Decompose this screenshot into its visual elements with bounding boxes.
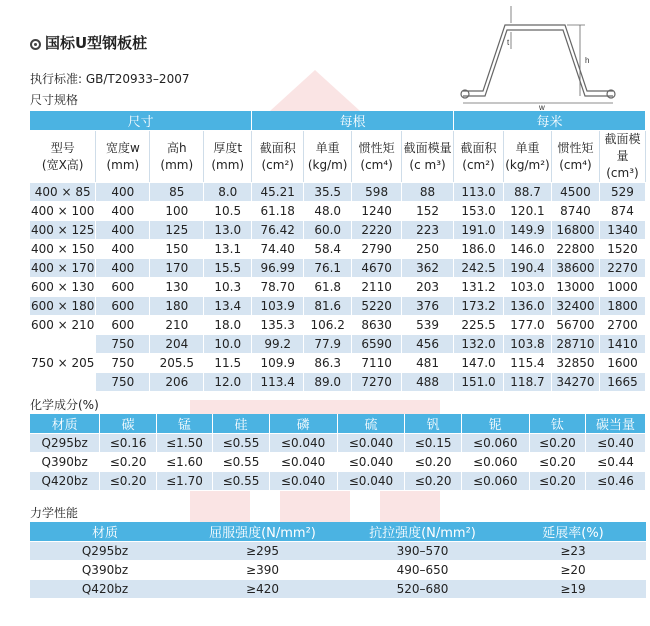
column-header: 抗拉强度(N/mm²) bbox=[345, 522, 500, 542]
table-cell: 481 bbox=[402, 354, 454, 373]
column-header bbox=[503, 131, 551, 183]
table-cell: ≥23 bbox=[500, 542, 646, 561]
table-cell: 4500 bbox=[551, 183, 599, 202]
column-header-unit: (mm) bbox=[211, 157, 245, 172]
table-cell: 18.0 bbox=[204, 316, 252, 335]
table-cell: 400 bbox=[96, 221, 150, 240]
table-cell: 32400 bbox=[551, 297, 599, 316]
table-cell: 362 bbox=[402, 259, 454, 278]
column-header: 延展率(%) bbox=[500, 522, 646, 542]
group-header-per-piece: 每根 bbox=[252, 111, 454, 131]
table-cell: 11.5 bbox=[204, 354, 252, 373]
column-header-label: 惯性矩 bbox=[358, 140, 395, 155]
table-cell: 750 bbox=[96, 373, 150, 392]
table-cell: 85 bbox=[150, 183, 204, 202]
table-cell: ≤0.060 bbox=[461, 472, 529, 491]
table-cell: 529 bbox=[599, 183, 645, 202]
table-cell: 103.8 bbox=[503, 335, 551, 354]
table-cell: 86.3 bbox=[304, 354, 352, 373]
column-header: 硫 bbox=[337, 414, 405, 434]
table-cell: 58.4 bbox=[304, 240, 352, 259]
table-cell: 2110 bbox=[352, 278, 402, 297]
column-header-label: 单重 bbox=[515, 140, 540, 155]
column-header-label: 型号 bbox=[50, 140, 75, 155]
table-cell: ≤0.40 bbox=[586, 434, 646, 453]
column-header-label: 截面模量 bbox=[403, 140, 452, 155]
table-cell: 1600 bbox=[599, 354, 645, 373]
table-cell: ≤0.20 bbox=[405, 472, 461, 491]
table-row bbox=[30, 278, 646, 297]
table-cell: 61.8 bbox=[304, 278, 352, 297]
table-cell: 1240 bbox=[352, 202, 402, 221]
table-row bbox=[30, 354, 646, 373]
column-header-unit: (mm) bbox=[160, 157, 194, 172]
table-cell: 149.9 bbox=[503, 221, 551, 240]
column-header: 碳 bbox=[100, 414, 156, 434]
column-header bbox=[304, 131, 352, 183]
column-header: 钒 bbox=[405, 414, 461, 434]
table-cell: ≤0.55 bbox=[213, 453, 269, 472]
table-cell: 12.0 bbox=[204, 373, 252, 392]
table-cell: 131.2 bbox=[454, 278, 504, 297]
page-title bbox=[30, 32, 147, 53]
table-cell: ≥420 bbox=[180, 580, 345, 599]
table-cell: ≤0.15 bbox=[405, 434, 461, 453]
table-cell: 400 × 100 bbox=[30, 202, 96, 221]
table-cell: ≤0.040 bbox=[337, 472, 405, 491]
table-cell: 147.0 bbox=[454, 354, 504, 373]
column-header: 材质 bbox=[30, 522, 180, 542]
table-cell: 600 × 130 bbox=[30, 278, 96, 297]
table-cell: 146.0 bbox=[503, 240, 551, 259]
table-cell: 400 bbox=[96, 183, 150, 202]
table-cell: 77.9 bbox=[304, 335, 352, 354]
table-cell: 400 × 150 bbox=[30, 240, 96, 259]
table-cell: ≤0.040 bbox=[337, 453, 405, 472]
column-header bbox=[252, 131, 304, 183]
table-cell: ≤0.040 bbox=[337, 434, 405, 453]
table-cell: 400 bbox=[96, 240, 150, 259]
table-cell: ≤0.040 bbox=[269, 453, 337, 472]
table-cell: 100 bbox=[150, 202, 204, 221]
column-header bbox=[150, 131, 204, 183]
table-cell: 210 bbox=[150, 316, 204, 335]
table-cell: 99.2 bbox=[252, 335, 304, 354]
table-cell: Q390bz bbox=[30, 561, 180, 580]
table-cell: 115.4 bbox=[503, 354, 551, 373]
table-cell: ≤0.20 bbox=[529, 472, 585, 491]
table-cell: 136.0 bbox=[503, 297, 551, 316]
mechanical-table bbox=[30, 522, 646, 599]
table-cell: 8.0 bbox=[204, 183, 252, 202]
table-row bbox=[30, 373, 646, 392]
table-row bbox=[30, 202, 646, 221]
column-header-label: 高h bbox=[167, 140, 187, 155]
table-cell: 152 bbox=[402, 202, 454, 221]
table-cell: 10.0 bbox=[204, 335, 252, 354]
table-cell: 186.0 bbox=[454, 240, 504, 259]
table-cell: 400 × 125 bbox=[30, 221, 96, 240]
table-cell: 400 × 170 bbox=[30, 259, 96, 278]
table-cell: 13.4 bbox=[204, 297, 252, 316]
group-header-size: 尺寸 bbox=[30, 111, 252, 131]
table-cell: 203 bbox=[402, 278, 454, 297]
bullet-icon bbox=[30, 39, 41, 50]
table-cell: 96.99 bbox=[252, 259, 304, 278]
table-cell: 400 bbox=[96, 259, 150, 278]
table-cell: ≤0.20 bbox=[100, 453, 156, 472]
group-header-per-meter: 每米 bbox=[454, 111, 646, 131]
table-cell: ≥390 bbox=[180, 561, 345, 580]
table-cell: 1520 bbox=[599, 240, 645, 259]
table-cell: 600 bbox=[96, 278, 150, 297]
table-cell: 32850 bbox=[551, 354, 599, 373]
table-cell: 390–570 bbox=[345, 542, 500, 561]
column-header: 屈服强度(N/mm²) bbox=[180, 522, 345, 542]
table-cell: 8740 bbox=[551, 202, 599, 221]
table-cell: 205.5 bbox=[150, 354, 204, 373]
table-cell: ≤1.60 bbox=[156, 453, 212, 472]
table-row bbox=[30, 221, 646, 240]
table-cell: ≤0.46 bbox=[586, 472, 646, 491]
table-cell: 2790 bbox=[352, 240, 402, 259]
table-row bbox=[30, 453, 646, 472]
table-cell: 13.1 bbox=[204, 240, 252, 259]
table-cell: 150 bbox=[150, 240, 204, 259]
table-cell: 7110 bbox=[352, 354, 402, 373]
table-cell: 173.2 bbox=[454, 297, 504, 316]
table-cell: 132.0 bbox=[454, 335, 504, 354]
table-cell: Q390bz bbox=[30, 453, 100, 472]
table-cell: 15.5 bbox=[204, 259, 252, 278]
chemical-title: 化学成分(%) bbox=[30, 398, 99, 412]
table-cell: ≤0.20 bbox=[405, 453, 461, 472]
column-header: 硅 bbox=[213, 414, 269, 434]
table-cell: ≤0.55 bbox=[213, 472, 269, 491]
table-cell: 225.5 bbox=[454, 316, 504, 335]
page-title-text: 国标U型钢板桩 bbox=[45, 34, 148, 52]
table-cell: Q420bz bbox=[30, 580, 180, 599]
table-cell: 10.3 bbox=[204, 278, 252, 297]
table-row bbox=[30, 580, 646, 599]
column-header bbox=[551, 131, 599, 183]
table-cell: 76.1 bbox=[304, 259, 352, 278]
table-cell: 456 bbox=[402, 335, 454, 354]
column-header: 材质 bbox=[30, 414, 100, 434]
table-cell: Q295bz bbox=[30, 542, 180, 561]
table-cell: ≥20 bbox=[500, 561, 646, 580]
column-header bbox=[352, 131, 402, 183]
table-cell: 22800 bbox=[551, 240, 599, 259]
table-cell: 13.0 bbox=[204, 221, 252, 240]
table-row bbox=[30, 183, 646, 202]
column-header-label: 单重 bbox=[315, 140, 340, 155]
table-cell: 89.0 bbox=[304, 373, 352, 392]
standard-text: 执行标准: GB/T20933–2007 bbox=[30, 72, 190, 86]
table-cell: 56700 bbox=[551, 316, 599, 335]
table-cell: 539 bbox=[402, 316, 454, 335]
column-header-label: 宽度w bbox=[105, 140, 140, 155]
table-cell: 600 × 180 bbox=[30, 297, 96, 316]
table-cell: 600 bbox=[96, 297, 150, 316]
table-row bbox=[30, 434, 646, 453]
table-cell: 125 bbox=[150, 221, 204, 240]
table-cell: 8630 bbox=[352, 316, 402, 335]
column-header-unit: (cm⁴) bbox=[559, 157, 592, 172]
table-cell: ≤0.060 bbox=[461, 453, 529, 472]
table-cell: 135.3 bbox=[252, 316, 304, 335]
table-cell: 35.5 bbox=[304, 183, 352, 202]
table-cell: Q420bz bbox=[30, 472, 100, 491]
column-header-unit: (cm³) bbox=[606, 166, 639, 180]
table-cell: 206 bbox=[150, 373, 204, 392]
column-header-label: 惯性矩 bbox=[557, 140, 594, 155]
column-header bbox=[204, 131, 252, 183]
table-cell: 1000 bbox=[599, 278, 645, 297]
table-cell: 38600 bbox=[551, 259, 599, 278]
table-cell: Q295bz bbox=[30, 434, 100, 453]
diagram-label-w: w bbox=[539, 103, 545, 111]
chemical-table bbox=[30, 414, 646, 491]
table-cell: 5220 bbox=[352, 297, 402, 316]
table-cell: 177.0 bbox=[503, 316, 551, 335]
table-cell: 242.5 bbox=[454, 259, 504, 278]
table-cell: 113.4 bbox=[252, 373, 304, 392]
table-cell: 120.1 bbox=[503, 202, 551, 221]
table-cell: 81.6 bbox=[304, 297, 352, 316]
table-row bbox=[30, 240, 646, 259]
table-cell: 34270 bbox=[551, 373, 599, 392]
table-cell: 190.4 bbox=[503, 259, 551, 278]
table-cell: 60.0 bbox=[304, 221, 352, 240]
table-cell: ≤0.44 bbox=[586, 453, 646, 472]
table-cell: 7270 bbox=[352, 373, 402, 392]
table-cell: 48.0 bbox=[304, 202, 352, 221]
table-cell: 223 bbox=[402, 221, 454, 240]
table-cell: 88 bbox=[402, 183, 454, 202]
column-header bbox=[96, 131, 150, 183]
table-cell: ≤0.16 bbox=[100, 434, 156, 453]
column-header-unit: (kg/m) bbox=[307, 157, 348, 172]
table-cell: 13000 bbox=[551, 278, 599, 297]
table-cell: 204 bbox=[150, 335, 204, 354]
table-cell: 113.0 bbox=[454, 183, 504, 202]
mechanical-title: 力学性能 bbox=[30, 506, 79, 520]
column-header-label: 厚度t bbox=[213, 140, 243, 155]
table-cell: ≤0.20 bbox=[529, 434, 585, 453]
table-cell: 191.0 bbox=[454, 221, 504, 240]
table-cell: 6590 bbox=[352, 335, 402, 354]
table-cell: 1340 bbox=[599, 221, 645, 240]
column-header-unit: (kg/m²) bbox=[505, 157, 550, 172]
table-cell: 874 bbox=[599, 202, 645, 221]
table-cell: 109.9 bbox=[252, 354, 304, 373]
table-cell: 488 bbox=[402, 373, 454, 392]
table-cell: 118.7 bbox=[503, 373, 551, 392]
table-cell: 151.0 bbox=[454, 373, 504, 392]
table-row bbox=[30, 297, 646, 316]
table-cell: 2700 bbox=[599, 316, 645, 335]
table-cell: ≤1.50 bbox=[156, 434, 212, 453]
column-header bbox=[30, 131, 96, 183]
table-cell: 103.0 bbox=[503, 278, 551, 297]
table-cell: 520–680 bbox=[345, 580, 500, 599]
table-cell: 78.70 bbox=[252, 278, 304, 297]
model-merged-cell: 750 × 205 bbox=[30, 335, 96, 392]
table-cell: 170 bbox=[150, 259, 204, 278]
column-header: 碳当量 bbox=[586, 414, 646, 434]
size-spec-label: 尺寸规格 bbox=[30, 93, 79, 107]
table-cell: 600 × 210 bbox=[30, 316, 96, 335]
table-row bbox=[30, 472, 646, 491]
table-row bbox=[30, 316, 646, 335]
table-cell: ≤0.20 bbox=[529, 453, 585, 472]
table-row bbox=[30, 561, 646, 580]
column-header-unit: (cm²) bbox=[261, 157, 294, 172]
table-cell: ≤0.040 bbox=[269, 472, 337, 491]
table-cell: 180 bbox=[150, 297, 204, 316]
table-cell: 2270 bbox=[599, 259, 645, 278]
column-header-unit: (cm⁴) bbox=[360, 157, 393, 172]
column-header bbox=[454, 131, 504, 183]
table-row bbox=[30, 542, 646, 561]
table-cell: 153.0 bbox=[454, 202, 504, 221]
table-row bbox=[30, 259, 646, 278]
table-cell: 750 bbox=[96, 335, 150, 354]
table-cell: 103.9 bbox=[252, 297, 304, 316]
spec-table bbox=[30, 111, 646, 392]
table-cell: ≤0.20 bbox=[100, 472, 156, 491]
table-cell: 1800 bbox=[599, 297, 645, 316]
table-cell: 106.2 bbox=[304, 316, 352, 335]
table-cell: 1665 bbox=[599, 373, 645, 392]
table-cell: 61.18 bbox=[252, 202, 304, 221]
column-header: 磷 bbox=[269, 414, 337, 434]
table-cell: 600 bbox=[96, 316, 150, 335]
table-cell: 400 bbox=[96, 202, 150, 221]
table-cell: 598 bbox=[352, 183, 402, 202]
column-header-unit: (cm²) bbox=[462, 157, 495, 172]
table-cell: 2220 bbox=[352, 221, 402, 240]
table-cell: 130 bbox=[150, 278, 204, 297]
table-cell: ≤0.060 bbox=[461, 434, 529, 453]
table-cell: 74.40 bbox=[252, 240, 304, 259]
table-cell: 16800 bbox=[551, 221, 599, 240]
diagram-label-h: h bbox=[585, 56, 590, 65]
column-header: 钛 bbox=[529, 414, 585, 434]
column-header: 铌 bbox=[461, 414, 529, 434]
column-header-unit: (mm) bbox=[106, 157, 140, 172]
table-cell: 250 bbox=[402, 240, 454, 259]
table-cell: 490–650 bbox=[345, 561, 500, 580]
column-header-label: 截面积 bbox=[460, 140, 497, 155]
table-cell: ≥295 bbox=[180, 542, 345, 561]
table-cell: ≤0.040 bbox=[269, 434, 337, 453]
column-header bbox=[599, 131, 645, 183]
column-header-unit: (c m³) bbox=[409, 157, 446, 172]
table-cell: ≤1.70 bbox=[156, 472, 212, 491]
table-row bbox=[30, 335, 646, 354]
table-cell: ≤0.55 bbox=[213, 434, 269, 453]
column-header: 锰 bbox=[156, 414, 212, 434]
table-cell: 45.21 bbox=[252, 183, 304, 202]
column-header-label: 截面模量 bbox=[604, 132, 641, 163]
table-cell: 1410 bbox=[599, 335, 645, 354]
table-cell: 376 bbox=[402, 297, 454, 316]
table-cell: 76.42 bbox=[252, 221, 304, 240]
table-cell: 88.7 bbox=[503, 183, 551, 202]
table-cell: 400 × 85 bbox=[30, 183, 96, 202]
column-header bbox=[402, 131, 454, 183]
table-cell: 4670 bbox=[352, 259, 402, 278]
column-header-label: 截面积 bbox=[259, 140, 296, 155]
u-profile-diagram bbox=[455, 3, 640, 111]
table-cell: 28710 bbox=[551, 335, 599, 354]
table-cell: 10.5 bbox=[204, 202, 252, 221]
column-header-unit: (宽X高) bbox=[41, 157, 84, 172]
table-cell: 750 bbox=[96, 354, 150, 373]
table-cell: ≥19 bbox=[500, 580, 646, 599]
diagram-label-t: t bbox=[507, 38, 510, 47]
